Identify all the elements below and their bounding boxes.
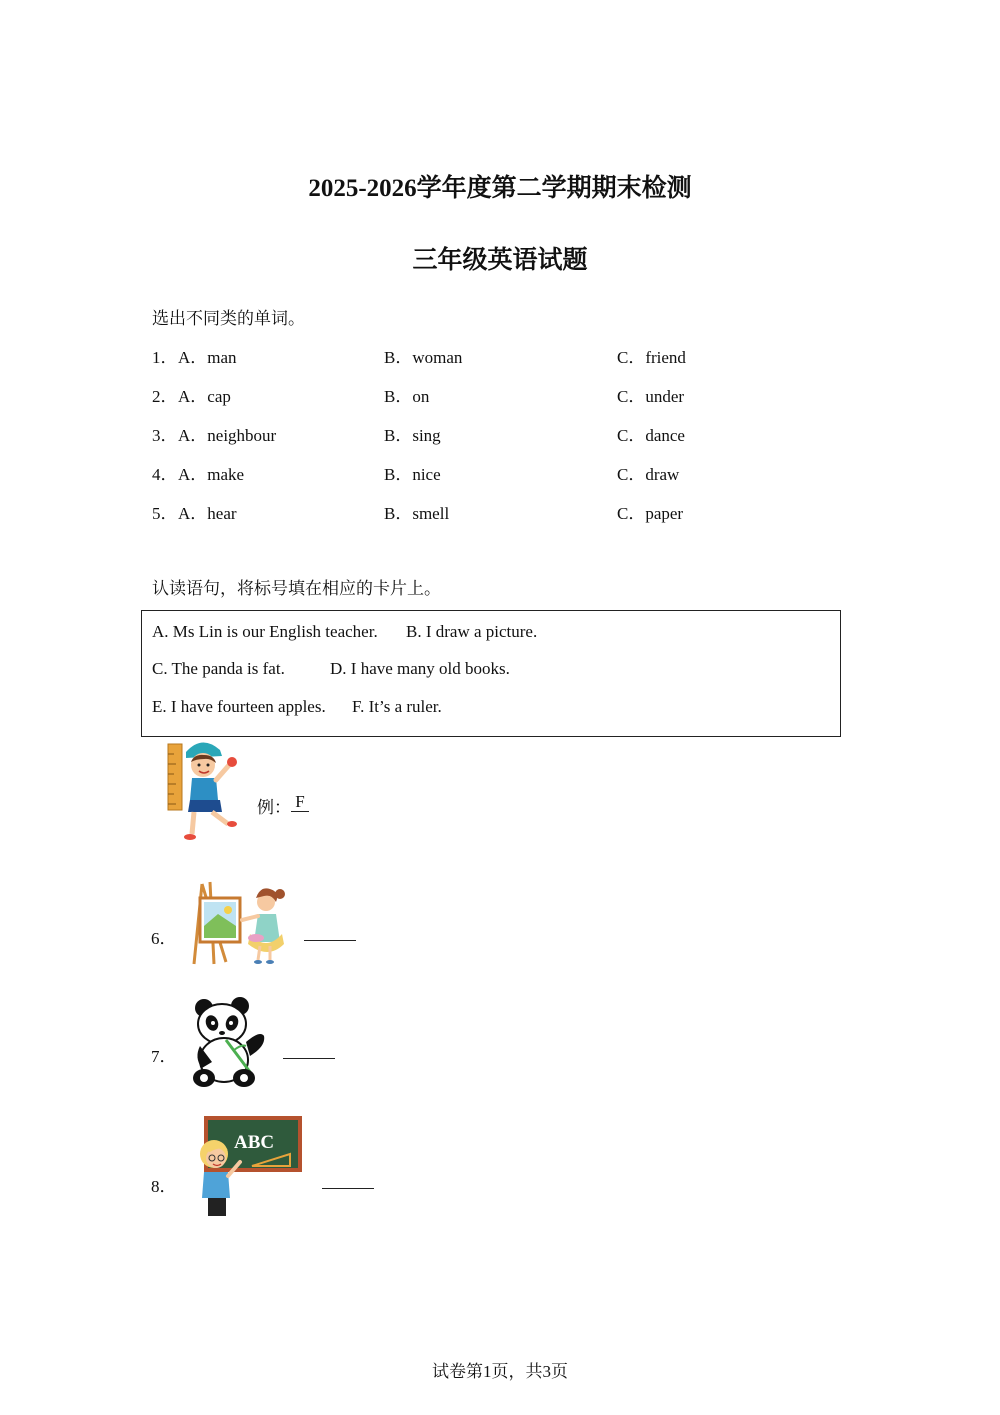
option-b: B．smell bbox=[384, 504, 450, 523]
question-row bbox=[152, 382, 852, 406]
item-number: 6． bbox=[151, 929, 177, 948]
option-c: C．under bbox=[617, 387, 685, 406]
teacher-blackboard-image bbox=[190, 1114, 304, 1220]
question-number: 4． bbox=[152, 465, 178, 484]
page-footer: 试卷第1页，共3页 bbox=[432, 1362, 568, 1381]
option-b: B．on bbox=[384, 387, 430, 406]
question-number: 5． bbox=[152, 504, 178, 523]
question-row bbox=[152, 460, 852, 484]
question-row bbox=[152, 421, 852, 445]
option-a: A．neighbour bbox=[178, 426, 277, 445]
question-number: 2． bbox=[152, 387, 178, 406]
answer-blank[interactable] bbox=[322, 1187, 374, 1189]
option-a: A．hear bbox=[178, 504, 237, 523]
option-sentence: C. The panda is fat. bbox=[152, 659, 285, 678]
option-a: A．cap bbox=[178, 387, 231, 406]
section2-instruction: 认读语句，将标号填在相应的卡片上。 bbox=[152, 579, 441, 598]
example-label: 例： bbox=[257, 798, 291, 817]
section1-instruction: 选出不同类的单词。 bbox=[152, 309, 305, 328]
option-sentence: A. Ms Lin is our English teacher. bbox=[152, 622, 378, 641]
item-number: 7． bbox=[151, 1047, 177, 1066]
option-c: C．friend bbox=[617, 348, 686, 367]
question-row bbox=[152, 343, 852, 367]
answer-blank[interactable] bbox=[304, 939, 356, 941]
option-b: B．nice bbox=[384, 465, 441, 484]
option-sentence: E. I have fourteen apples. bbox=[152, 697, 326, 716]
board-text: ABC bbox=[234, 1132, 275, 1153]
option-c: C．dance bbox=[617, 426, 685, 445]
page-subtitle: 三年级英语试题 bbox=[412, 247, 588, 274]
option-c: C．paper bbox=[617, 504, 684, 523]
sentence-options-box bbox=[141, 610, 841, 737]
option-b: B．sing bbox=[384, 426, 441, 445]
option-sentence: D. I have many old books. bbox=[330, 659, 510, 678]
question-number: 3． bbox=[152, 426, 178, 445]
option-sentence: B. I draw a picture. bbox=[406, 622, 538, 641]
kid-with-ruler-image bbox=[164, 736, 244, 844]
option-a: A．make bbox=[178, 465, 245, 484]
answer-blank[interactable] bbox=[283, 1057, 335, 1059]
girl-painting-image bbox=[190, 880, 290, 966]
question-number: 1． bbox=[152, 348, 178, 367]
question-row bbox=[152, 499, 852, 523]
item-number: 8． bbox=[151, 1177, 177, 1196]
example-answer: F bbox=[291, 793, 309, 812]
option-b: B．woman bbox=[384, 348, 463, 367]
page-title: 2025-2026学年度第二学期期末检测 bbox=[308, 175, 692, 202]
option-c: C．draw bbox=[617, 465, 680, 484]
option-sentence: F. It’s a ruler. bbox=[352, 697, 442, 716]
option-a: A．man bbox=[178, 348, 237, 367]
panda-image bbox=[190, 996, 270, 1088]
